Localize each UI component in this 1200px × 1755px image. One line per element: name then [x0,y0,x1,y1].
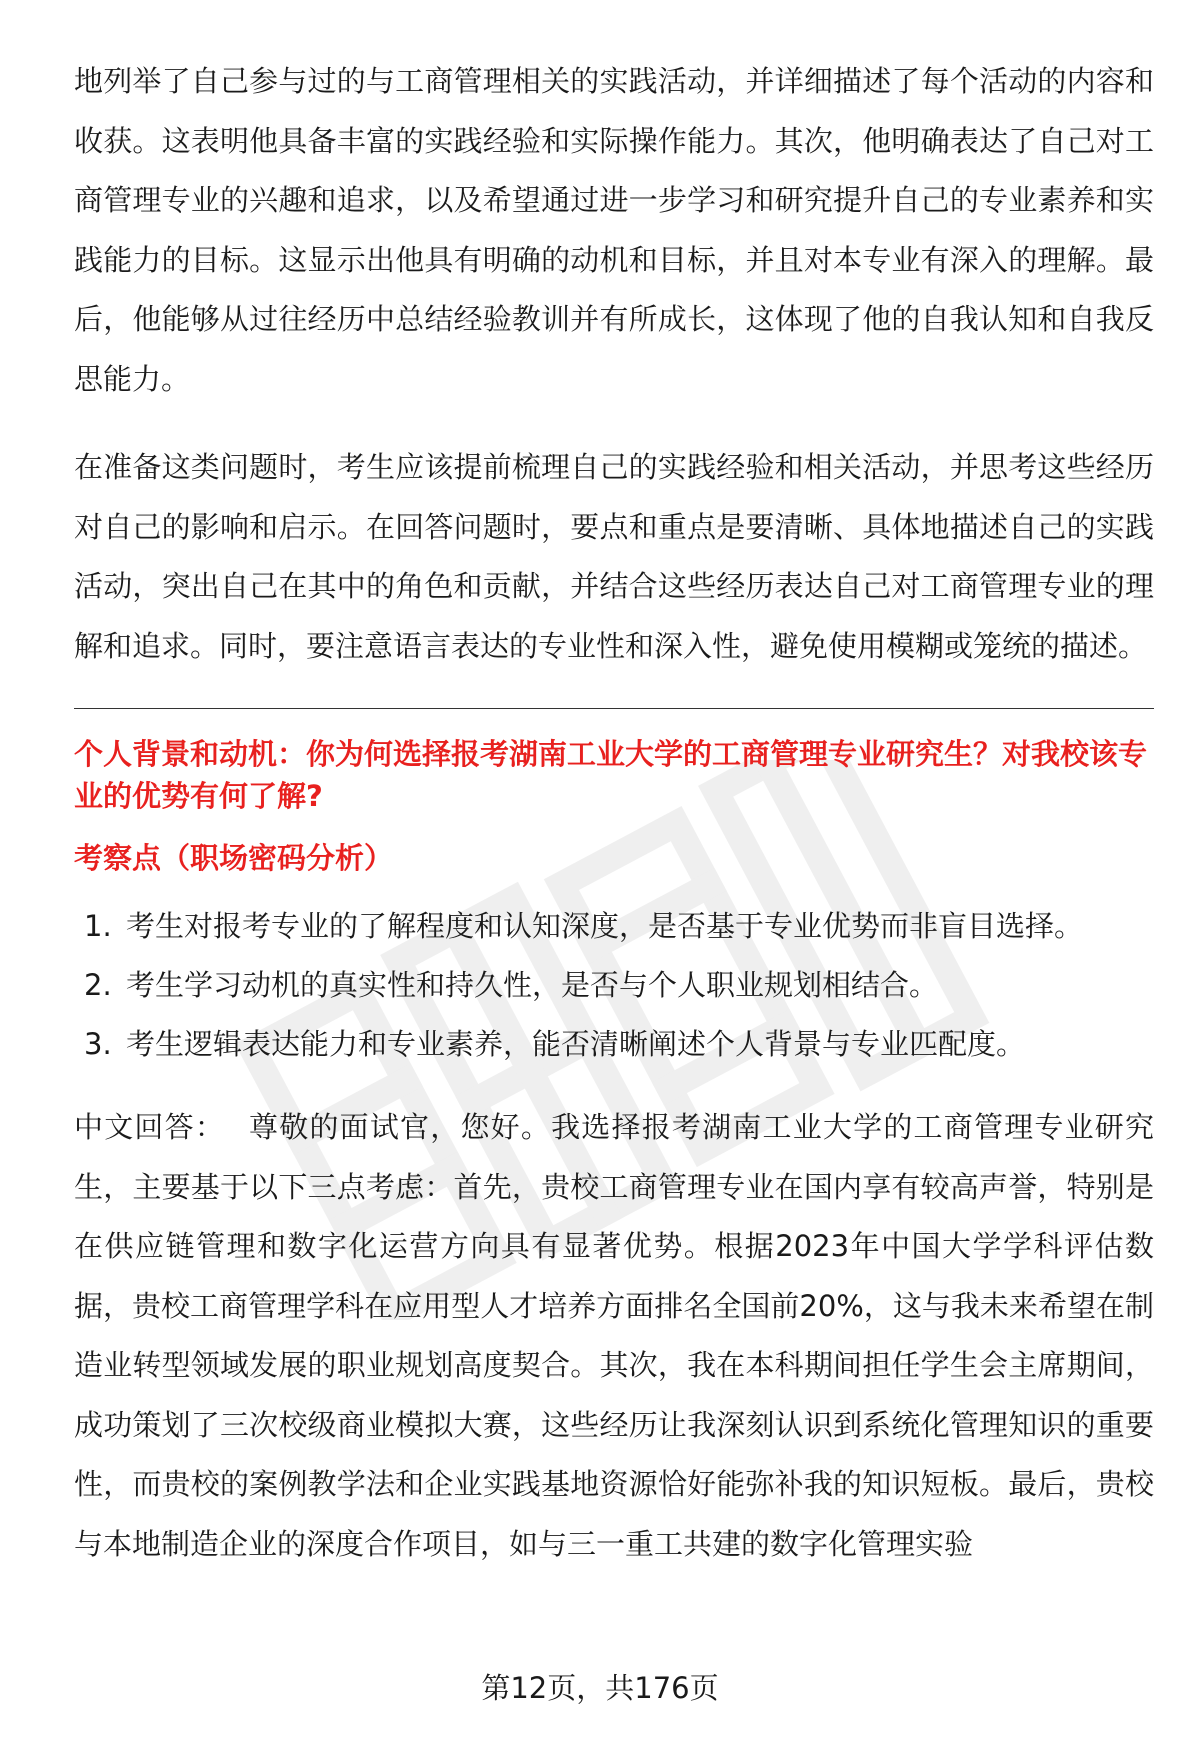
list-item [74,956,1154,1015]
list-item [74,897,1154,956]
assessment-points-list [74,897,1154,1074]
list-item-text: 考生逻辑表达能力和专业素养，能否清晰阐述个人背景与专业匹配度。 [126,1027,1026,1061]
list-item-text: 考生对报考专业的了解程度和认知深度，是否基于专业优势而非盲目选择。 [126,909,1084,943]
main-content [74,52,1154,1574]
paragraph-preparation-advice: 在准备这类问题时，考生应该提前梳理自己的实践经验和相关活动，并思考这些经历对自己的影响和启示。在回答问题时，要点和重点是要清晰、具体地描述自己的实践活动，突出自己在其中的角色和贡献，并结合这些经历表达自己对工商管理专业的理解和追求。同时，要注意语言表达的专业性和深入性，避免使用模糊或笼统的描述。 [74,450,1154,663]
list-item-number: 3. [84,1027,112,1061]
list-item-number: 1. [84,909,112,943]
answer-label: 中文回答： [74,1110,226,1144]
answer-paragraph [74,1098,1154,1574]
list-item [74,1015,1154,1074]
interview-question: 个人背景和动机：你为何选择报考湖南工业大学的工商管理专业研究生？对我校该专业的优势有何了解? [74,737,1148,813]
list-item-number: 2. [84,968,112,1002]
list-item-text: 考生学习动机的真实性和持久性，是否与个人职业规划相结合。 [126,968,939,1002]
paragraph-analysis: 地列举了自己参与过的与工商管理相关的实践活动，并详细描述了每个活动的内容和收获。这表明他具备丰富的实践经验和实际操作能力。其次，他明确表达了自己对工商管理专业的兴趣和追求，以及希望通过进一步学习和研究提升自己的专业素养和实践能力的目标。这显示出他具有明确的动机和目标，并且对本专业有深入的理解。最后，他能够从过往经历中总结经验教训并有所成长，这体现了他的自我认知和自我反思能力。 [74,64,1154,396]
page-number-footer: 第12页，共176页 [481,1671,719,1705]
section-divider [74,708,1154,709]
answer-text: 尊敬的面试官，您好。我选择报考湖南工业大学的工商管理专业研究生，主要基于以下三点考虑：首先，贵校工商管理专业在国内享有较高声誉，特别是在供应链管理和数字化运营方向具有显著优势。根据2023年中国大学学科评估数据，贵校工商管理学科在应用型人才培养方面排名全国前20%，这与我未来希望在制造业转型领域发展的职业规划高度契合。其次，我在本科期间担任学生会主席期间，成功策划了三次校级商业模拟大赛，这些经历让我深刻认识到系统化管理知识的重要性，而贵校的案例教学法和企业实践基地资源恰好能弥补我的知识短板。最后，贵校与本地制造企业的深度合作项目，如与三一重工共建的数字化管理实验 [74,1110,1154,1561]
assessment-points-heading: 考察点（职场密码分析） [74,841,394,875]
